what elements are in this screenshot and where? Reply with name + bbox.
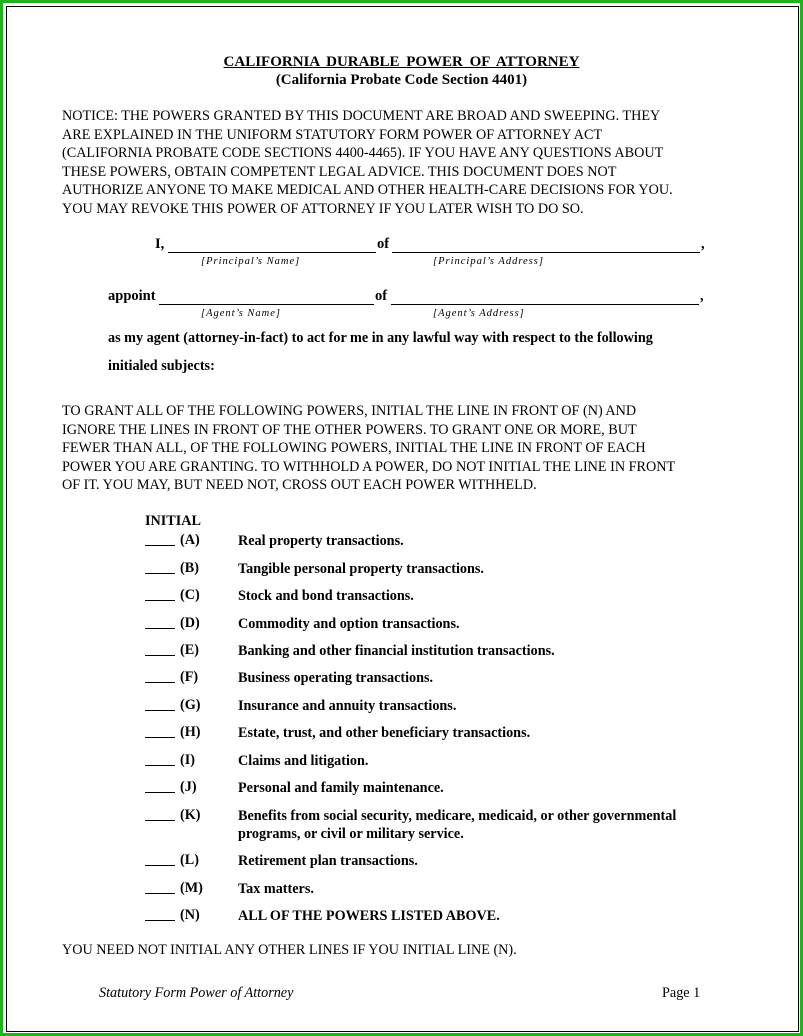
agent-name-field[interactable] (159, 304, 374, 305)
power-letter: (H) (180, 724, 201, 740)
power-description: Retirement plan transactions. (238, 853, 418, 869)
initial-blank[interactable] (145, 682, 175, 683)
power-letter: (E) (180, 642, 199, 658)
notice-line: AUTHORIZE ANYONE TO MAKE MEDICAL AND OTHER HEALTH-CARE DECISIONS FOR YOU. (62, 182, 673, 199)
notice-line: ARE EXPLAINED IN THE UNIFORM STATUTORY FORM POWER OF ATTORNEY ACT (62, 126, 603, 143)
initial-blank[interactable] (145, 920, 175, 921)
power-letter: (N) (180, 907, 200, 923)
power-letter: (F) (180, 669, 199, 685)
initial-blank[interactable] (145, 820, 175, 821)
power-description: Commodity and option transactions. (238, 616, 460, 632)
notice-paragraph (62, 107, 752, 219)
power-letter: (I) (180, 752, 195, 768)
document-header (0, 53, 803, 89)
principal-address-hint: [Principal’s Address] (433, 256, 544, 267)
document-subtitle: (California Probate Code Section 4401) (275, 72, 528, 88)
document-title: CALIFORNIA DURABLE POWER OF ATTORNEY (223, 54, 580, 70)
footer-page-number: Page 1 (662, 985, 701, 1001)
instructions-paragraph (62, 402, 752, 495)
notice-line: (CALIFORNIA PROBATE CODE SECTIONS 4400-4465). IF YOU HAVE ANY QUESTIONS ABOUT (62, 145, 664, 162)
closing-note: YOU NEED NOT INITIAL ANY OTHER LINES IF YOU INITIAL LINE (N). (62, 942, 517, 958)
power-letter: (C) (180, 587, 200, 603)
initial-blank[interactable] (145, 737, 175, 738)
agent-name-hint: [Agent’s Name] (201, 308, 282, 319)
appointment-line-2: initialed subjects: (108, 358, 215, 374)
initial-blank[interactable] (145, 765, 175, 766)
power-description: ALL OF THE POWERS LISTED ABOVE. (238, 908, 500, 924)
power-description: Stock and bond transactions. (238, 588, 414, 604)
principal-of-label: of (377, 236, 390, 252)
power-letter: (G) (180, 697, 201, 713)
instruction-line: TO GRANT ALL OF THE FOLLOWING POWERS, INITIAL THE LINE IN FRONT OF (N) AND (62, 403, 637, 419)
notice-line: YOU MAY REVOKE THIS POWER OF ATTORNEY IF YOU LATER WISH TO DO SO. (62, 200, 584, 217)
principal-comma: , (701, 236, 705, 252)
power-description: Personal and family maintenance. (238, 780, 444, 796)
power-description: Real property transactions. (238, 533, 404, 549)
agent-of-label: of (375, 288, 388, 304)
notice-line: THESE POWERS, OBTAIN COMPETENT LEGAL ADVICE. THIS DOCUMENT DOES NOT (62, 163, 617, 180)
initial-blank[interactable] (145, 865, 175, 866)
appointment-line-1: as my agent (attorney-in-fact) to act for me in any lawful way with respect to the following (108, 330, 653, 346)
power-letter: (L) (180, 852, 199, 868)
initial-heading: INITIAL (145, 513, 201, 529)
power-description: Business operating transactions. (238, 670, 434, 686)
power-description: Tax matters. (238, 881, 314, 897)
principal-name-hint: [Principal’s Name] (201, 256, 301, 267)
agent-address-hint: [Agent’s Address] (433, 308, 525, 319)
power-letter: (J) (180, 779, 197, 795)
initial-blank[interactable] (145, 545, 175, 546)
power-description: Insurance and annuity transactions. (238, 698, 457, 714)
instruction-line: POWER YOU ARE GRANTING. TO WITHHOLD A POWER, DO NOT INITIAL THE LINE IN FRONT (62, 458, 676, 475)
initial-blank[interactable] (145, 792, 175, 793)
notice-line: NOTICE: THE POWERS GRANTED BY THIS DOCUMENT ARE BROAD AND SWEEPING. THEY (62, 108, 661, 124)
footer-form-name: Statutory Form Power of Attorney (99, 985, 294, 1001)
initial-blank[interactable] (145, 600, 175, 601)
initial-blank[interactable] (145, 628, 175, 629)
agent-comma: , (700, 288, 704, 304)
power-letter: (A) (180, 532, 200, 548)
agent-prefix: appoint (108, 288, 156, 304)
principal-prefix: I, (155, 236, 165, 252)
principal-name-field[interactable] (168, 252, 376, 253)
power-description: Banking and other financial institution transactions. (238, 643, 555, 659)
initial-blank[interactable] (145, 655, 175, 656)
power-letter: (K) (180, 807, 201, 823)
principal-address-field[interactable] (392, 252, 700, 253)
agent-address-field[interactable] (391, 304, 699, 305)
instruction-line: FEWER THAN ALL, OF THE FOLLOWING POWERS, INITIAL THE LINE IN FRONT OF EACH (62, 440, 646, 457)
power-letter: (M) (180, 880, 203, 896)
power-letter: (D) (180, 615, 200, 631)
instruction-line: OF IT. YOU MAY, BUT NEED NOT, CROSS OUT EACH POWER WITHHELD. (62, 477, 537, 494)
initial-blank[interactable] (145, 573, 175, 574)
power-description: Benefits from social security, medicare, medicaid, or other governmental programs, or civil or military service. (238, 808, 677, 842)
power-description: Tangible personal property transactions. (238, 561, 484, 577)
initial-blank[interactable] (145, 710, 175, 711)
instruction-line: IGNORE THE LINES IN FRONT OF THE OTHER POWERS. TO GRANT ONE OR MORE, BUT (62, 421, 637, 438)
power-description: Estate, trust, and other beneficiary transactions. (238, 725, 531, 741)
initial-blank[interactable] (145, 893, 175, 894)
power-description: Claims and litigation. (238, 753, 369, 769)
power-letter: (B) (180, 560, 199, 576)
